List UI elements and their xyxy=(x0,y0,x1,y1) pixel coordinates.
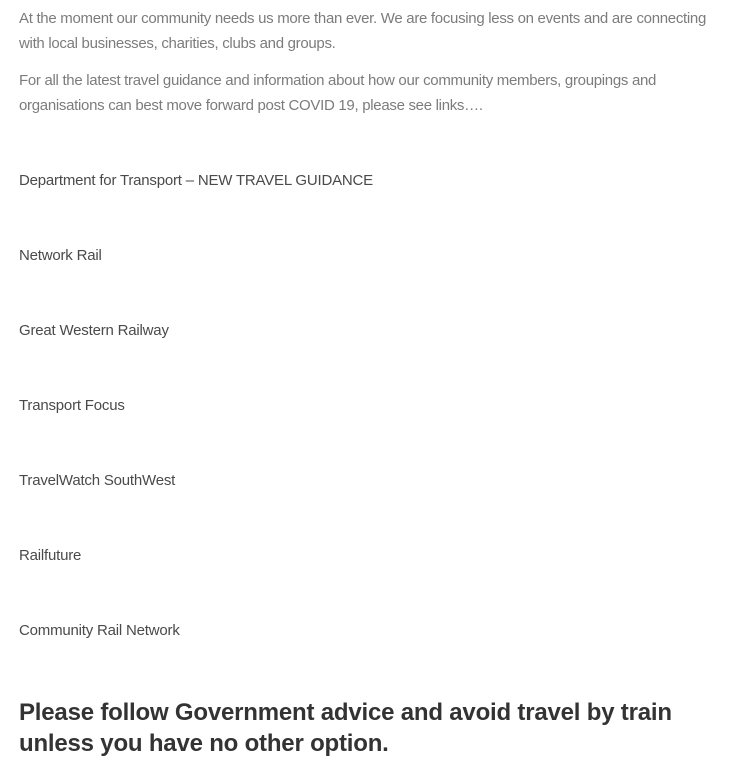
link-travelwatch-southwest[interactable]: TravelWatch SouthWest xyxy=(19,472,176,489)
government-advice-warning-heading: Please follow Government advice and avoid travel by train unless you have no other option. xyxy=(19,699,672,757)
link-transport-focus[interactable]: Transport Focus xyxy=(19,397,125,414)
intro-paragraph-2: For all the latest travel guidance and information about how our community members, groupings and organisations can best move forward post COVID 19, please see links…. xyxy=(19,72,657,114)
link-great-western-railway[interactable]: Great Western Railway xyxy=(19,322,169,339)
link-community-rail-network[interactable]: Community Rail Network xyxy=(19,622,180,639)
link-department-for-transport-travel-guidance[interactable]: Department for Transport – NEW TRAVEL GUIDANCE xyxy=(19,172,373,189)
link-railfuture[interactable]: Railfuture xyxy=(19,547,82,564)
link-network-rail[interactable]: Network Rail xyxy=(19,247,102,264)
intro-paragraph-1: At the moment our community needs us more than ever. We are focusing less on events and are connecting with local businesses, charities, clubs and groups. xyxy=(19,10,707,52)
